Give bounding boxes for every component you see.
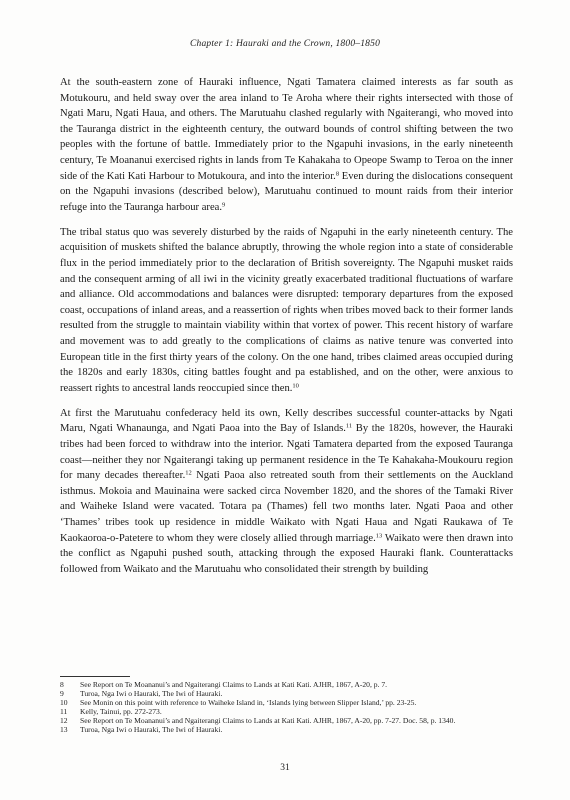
footnote-11: [60, 707, 513, 716]
paragraph-3-text-a: At first the Marutuahu confederacy held its own, Kelly describes successful counter-attacks by Ngati Maru, Ngati Whanaunga, and Ngati Paoa into the Bay of Islands.: [60, 407, 513, 435]
paragraph-3: [60, 406, 513, 578]
footnote-number: 10: [60, 698, 68, 707]
footnote-number: 12: [60, 716, 68, 725]
paragraph-1: [60, 75, 513, 215]
footnote-text: Turoa, Nga Iwi o Hauraki, The Iwi of Hauraki.: [80, 725, 223, 734]
footnote-number: 11: [60, 707, 68, 716]
footnote-text: See Report on Te Moananui’s and Ngaiterangi Claims to Lands at Kati Kati. AJHR, 1867, A-20, pp. 7-27. Doc. 58, p. 1340.: [80, 716, 456, 725]
footnote-number: 13: [60, 725, 68, 734]
footnote-12: [60, 716, 513, 725]
running-head: Chapter 1: Hauraki and the Crown, 1800–1850: [189, 39, 381, 49]
footnote-13: [60, 725, 513, 734]
footnote-text: Turoa, Nga Iwi o Hauraki, The Iwi of Hauraki.: [80, 689, 223, 698]
footnote-ref-12[interactable]: 12: [185, 469, 192, 477]
footnote-divider: [60, 676, 130, 677]
paragraph-3-text-b: By the 1820s, however, the Hauraki tribes had been forced to withdraw into the interior. Ngati Tamatera departed from the exposed Tauranga coast—neither they nor Ngaiterangi taking up permanent residence in the Te Kahakaha-Moukouru region for many decades thereafter.: [60, 423, 513, 482]
page-number: 31: [280, 763, 290, 773]
footnote-text: See Report on Te Moananui’s and Ngaiterangi Claims to Lands at Kati Kati. AJHR, 1867, A-20, p. 7.: [80, 680, 388, 689]
paragraph-1-text-b: Even during the dislocations consequent on the Ngapuhi invasions (described below), Marutuahu continued to mount raids from their interior refuge into the Tauranga harbour area.: [60, 170, 513, 213]
paragraph-3-text-d: Waikato were then drawn into the conflict as Ngapuhi pushed south, attacking through the exposed Hauraki flank. Counterattacks followed from Waikato and the Marutuahu who consolidated their strength by building: [60, 532, 513, 575]
footnote-8: [60, 680, 513, 689]
footnote-ref-9[interactable]: 9: [222, 201, 226, 209]
paragraph-3-text-c: Ngati Paoa also retreated south from their settlements on the Auckland isthmus. Mokoia and Mauinaina were sacked circa November 1820, and the shores of the Tamaki River and Waiheke Island were vacated. Totara pa (Thames) fell two months later. Ngati Paoa and other ‘Thames’ tribes took up residence in middle Waikato with Ngati Haua and Ngati Raukawa of Te Kaokaoroa-o-Patetere to whom they were closely allied through marriage.: [60, 470, 513, 544]
paragraph-2: [60, 225, 513, 397]
paragraph-2-text-a: The tribal status quo was severely disturbed by the raids of Ngapuhi in the early nineteenth century. The acquisition of muskets shifted the balance abruptly, throwing the whole region into a state of considerable flux in the period immediately prior to the declaration of British sovereignty. The Ngapuhi musket raids and the consequent arming of all iwi in the vicinity greatly exacerbated traditional fluctuations of warfare and alliance. Old accommodations and balances were disrupted: temporary departures from the exposed coast, occupations of inland areas, and a reassertion of rights when tribes moved back to their former lands resulted from the struggle to maintain viability within that vortex of power. This recent history of warfare and movement was to add greatly to the complications of claims as native tenure was converted into European title in the first thirty years of the colony. On the one hand, tribes claimed areas occupied during the 1820s and early 1830s, citing battles fought and pa established, and on the other, were anxious to reassert rights to ancestral lands reoccupied since then.: [60, 226, 513, 394]
footnote-number: 8: [60, 680, 64, 689]
footnote-ref-13[interactable]: 13: [375, 532, 383, 540]
footnote-number: 9: [60, 689, 64, 698]
footnote-ref-8[interactable]: 8: [335, 170, 340, 178]
footnote-ref-10[interactable]: 10: [292, 382, 299, 390]
footnote-10: [60, 698, 513, 707]
footnote-text: Kelly, Tainui, pp. 272-273.: [80, 707, 162, 716]
paragraph-1-text-a: At the south-eastern zone of Hauraki influence, Ngati Tamatera claimed interests as far south as Motukouru, and held sway over the area inland to Te Aroha where their rights intersected with those of Ngati Maru, Ngati Haua, and others. The Marutuahu clashed regularly with Ngaiterangi, who moved into the Tauranga district in the eighteenth century, the outward bounds of control shifting between the two peoples with the fortune of battle. Immediately prior to the Ngapuhi invasions, in the early nineteenth century, Te Moananui exercised rights in lands from Te Kahakaha to Opeope Swamp to Teroa on the inner side of the Kati Kati Harbour to Motukoura, and into the interior.: [60, 77, 513, 182]
footnote-9: [60, 689, 513, 698]
footnote-text: See Monin on this point with reference to Waiheke Island in, ‘Islands lying between Slipper Island,’ pp. 23-25.: [80, 698, 417, 707]
footnotes: [60, 680, 513, 734]
footnote-ref-11[interactable]: 11: [345, 422, 353, 430]
body-text: [60, 75, 513, 587]
